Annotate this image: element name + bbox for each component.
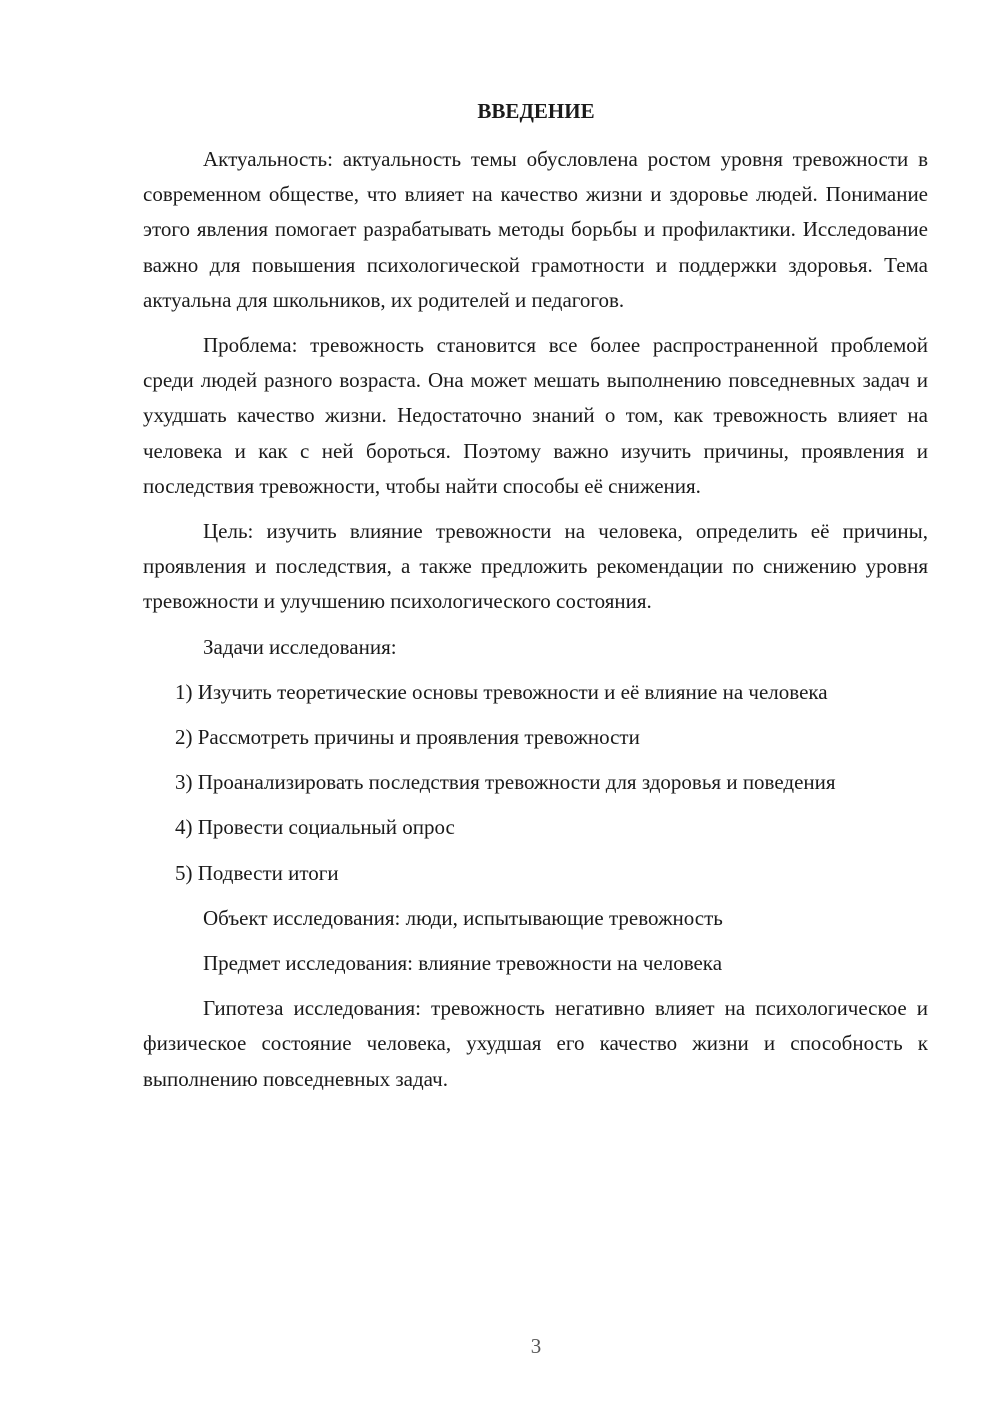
document-body <box>143 142 928 1107</box>
goal-paragraph: Цель: изучить влияние тревожности на человека, определить её причины, проявления и последствия, а также предложить рекомендации по снижению уровня тревожности и улучшению психологического состояния. <box>143 519 928 614</box>
page-number: 3 <box>530 1334 542 1358</box>
task-item-5: 5) Подвести итоги <box>175 860 339 885</box>
task-item-2: 2) Рассмотреть причины и проявления тревожности <box>175 725 640 750</box>
hypothesis-paragraph: Гипотеза исследования: тревожность негативно влияет на психологическое и физическое состояние человека, ухудшая его качество жизни и способность к выполнению повседневных задач. <box>143 996 928 1091</box>
relevance-paragraph: Актуальность: актуальность темы обусловлена ростом уровня тревожности в современном обществе, что влияет на качество жизни и здоровье людей. Понимание этого явления помогает разрабатывать методы борьбы и профилактики. Исследование важно для повышения психологической грамотности и поддержки здоровья. Тема актуальна для школьников, их родителей и педагогов. <box>143 147 928 312</box>
task-item-4: 4) Провести социальный опрос <box>175 815 455 840</box>
task-item-1: 1) Изучить теоретические основы тревожности и её влияние на человека <box>175 679 828 704</box>
research-subject: Предмет исследования: влияние тревожности на человека <box>203 951 723 976</box>
research-object: Объект исследования: люди, испытывающие тревожность <box>203 905 723 930</box>
tasks-heading: Задачи исследования: <box>203 634 397 659</box>
problem-paragraph: Проблема: тревожность становится все более распространенной проблемой среди людей разного возраста. Она может мешать выполнению повседневных задач и ухудшать качество жизни. Недостаточно знаний о том, как тревожность влияет на человека и как с ней бороться. Поэтому важно изучить причины, проявления и последствия тревожности, чтобы найти способы её снижения. <box>143 333 928 498</box>
section-title: ВВЕДЕНИЕ <box>477 99 595 123</box>
task-item-3: 3) Проанализировать последствия тревожности для здоровья и поведения <box>175 770 836 795</box>
